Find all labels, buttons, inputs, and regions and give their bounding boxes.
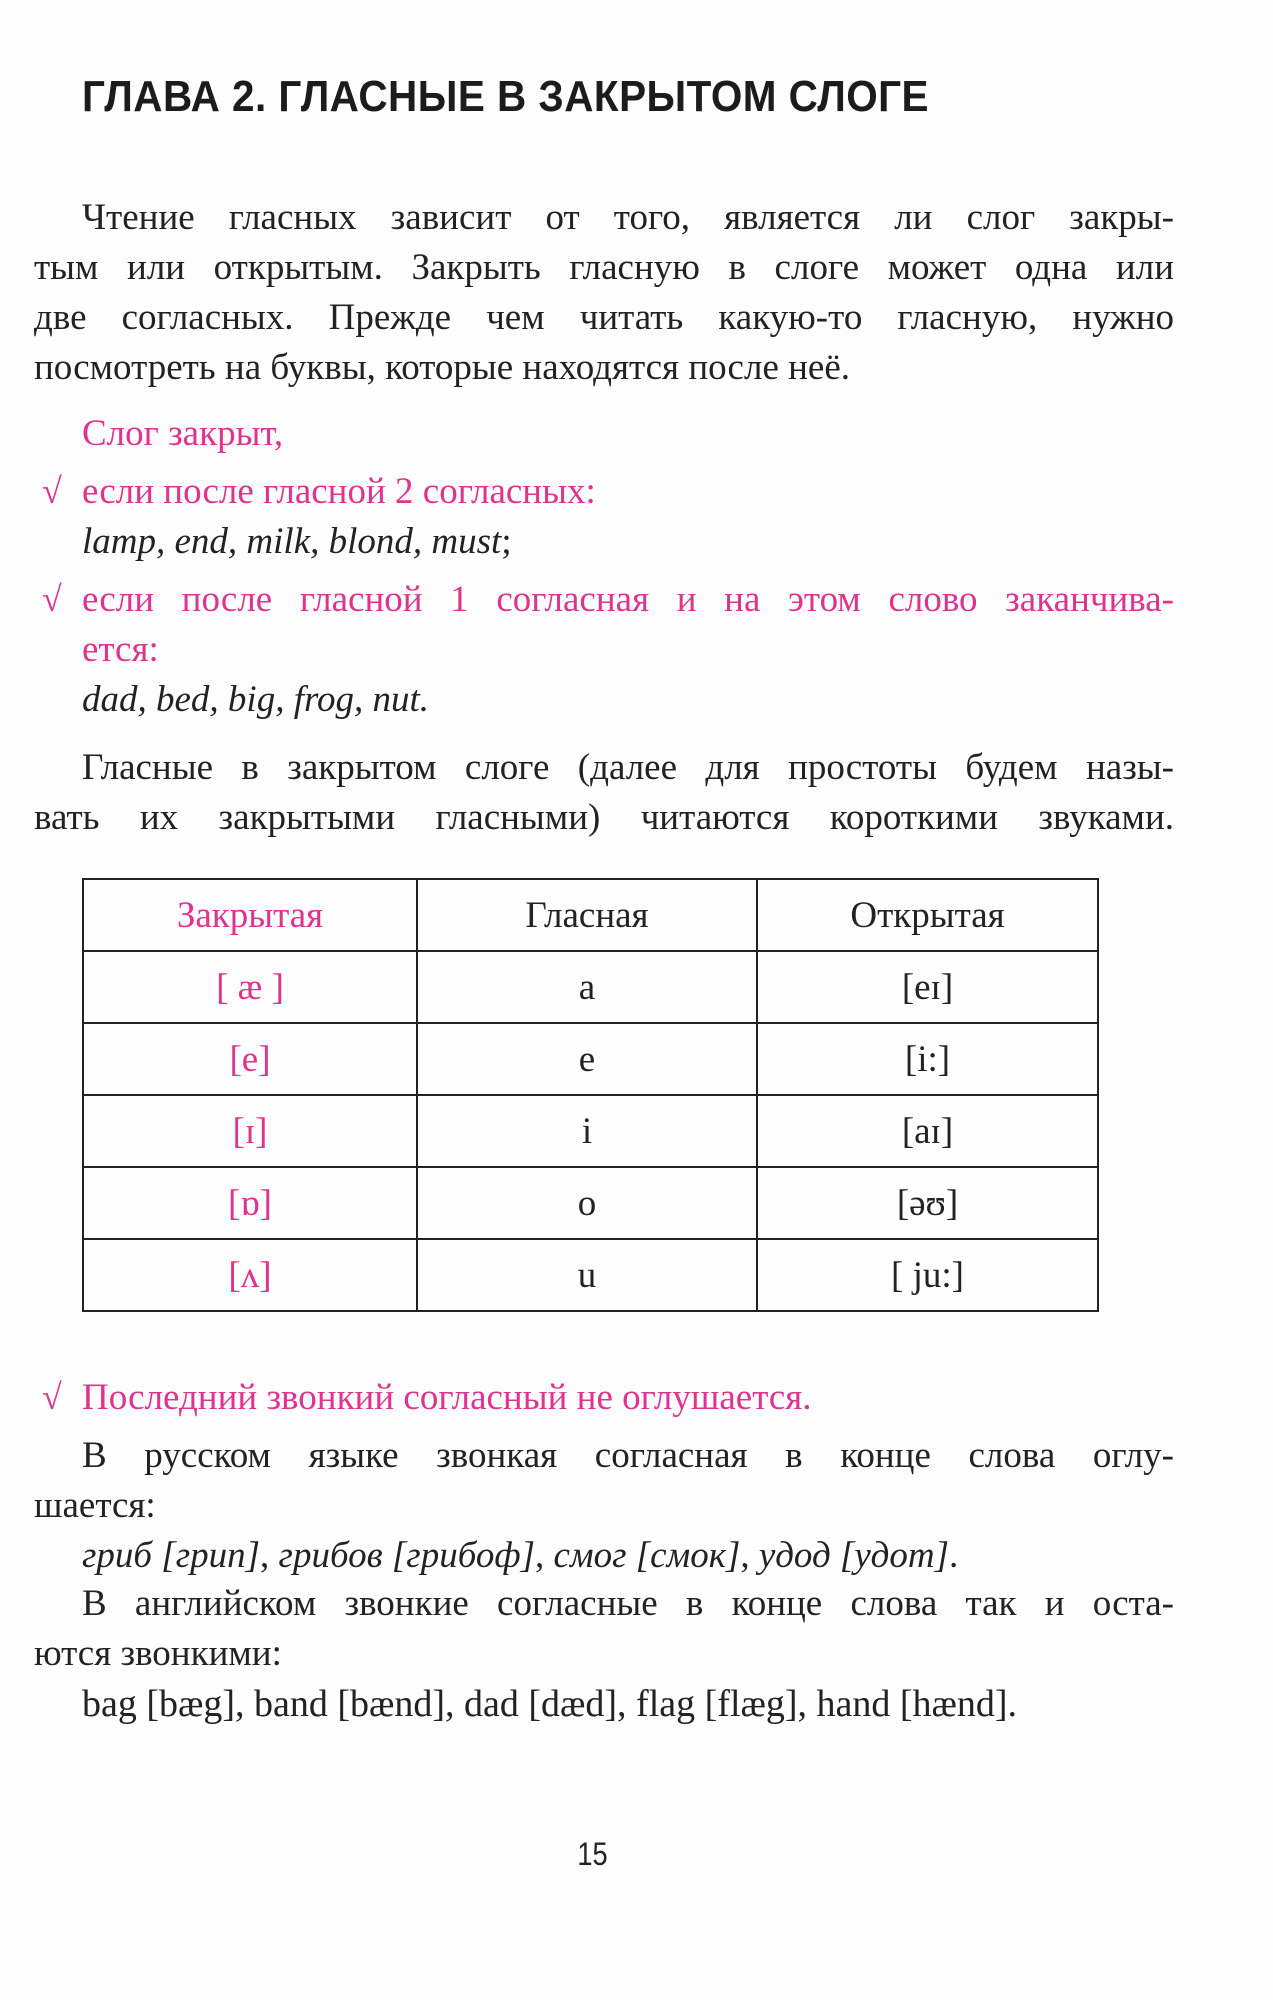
table-row bbox=[83, 1095, 1098, 1167]
ru-transcription-2: [грибоф] bbox=[391, 1535, 536, 1576]
russian-line-1: В русском языке звонкая согласная в конце слова оглу- bbox=[82, 1435, 1174, 1476]
intro-line-1: Чтение гласных зависит от того, является ли слог закры- bbox=[82, 197, 1174, 238]
open-sound: [aɪ] bbox=[757, 1095, 1098, 1167]
table-header-row bbox=[83, 879, 1098, 951]
check-mark-icon: √ bbox=[42, 579, 62, 619]
ru-example-3: смог bbox=[553, 1535, 627, 1576]
ru-transcription-1: [грип] bbox=[161, 1535, 261, 1576]
rule2-text-line2: ется: bbox=[82, 629, 159, 670]
ru-example-1: гриб bbox=[82, 1535, 153, 1576]
russian-examples: гриб [грип], грибов [грибоф], смог [смок], удод [удот]. bbox=[82, 1535, 959, 1576]
vowel-letter: a bbox=[417, 951, 757, 1023]
english-line-2: ются звонкими: bbox=[34, 1633, 282, 1674]
rule2-text-line1: если после гласной 1 согласная и на этом слово заканчива- bbox=[82, 579, 1174, 620]
header-closed: Закрытая bbox=[83, 879, 417, 951]
open-sound: [ ju:] bbox=[757, 1239, 1098, 1311]
intro-line-3: две согласных. Прежде чем читать какую-то гласную, нужно bbox=[34, 297, 1174, 338]
rule1-text: если после гласной 2 согласных: bbox=[82, 471, 596, 512]
rule2-examples: dad, bed, big, frog, nut. bbox=[82, 679, 430, 720]
chapter-title: ГЛАВА 2. ГЛАСНЫЕ В ЗАКРЫТОМ СЛОГЕ bbox=[82, 72, 930, 121]
rule1-examples-end: ; bbox=[501, 521, 512, 562]
vowel-letter: i bbox=[417, 1095, 757, 1167]
vowel-letter: o bbox=[417, 1167, 757, 1239]
russian-line-2: шается: bbox=[34, 1485, 156, 1526]
table-row bbox=[83, 951, 1098, 1023]
short-sounds-line-2: вать их закрытыми гласными) читаются короткими звуками. bbox=[34, 797, 1174, 838]
check-mark-icon: √ bbox=[42, 471, 62, 511]
closed-sound: [e] bbox=[83, 1023, 417, 1095]
ru-example-4: удод bbox=[758, 1535, 831, 1576]
short-sounds-line-1: Гласные в закрытом слоге (далее для простоты будем назы- bbox=[82, 747, 1174, 788]
header-vowel: Гласная bbox=[417, 879, 757, 951]
open-sound: [eɪ] bbox=[757, 951, 1098, 1023]
ru-transcription-4: [удот] bbox=[839, 1535, 949, 1576]
vowel-letter: u bbox=[417, 1239, 757, 1311]
table-row bbox=[83, 1167, 1098, 1239]
rule3-text: Последний звонкий согласный не оглушается. bbox=[82, 1377, 812, 1418]
closed-sound: [ɪ] bbox=[83, 1095, 417, 1167]
intro-line-4: посмотреть на буквы, которые находятся после неё. bbox=[34, 347, 851, 388]
open-sound: [i:] bbox=[757, 1023, 1098, 1095]
open-sound: [əʊ] bbox=[757, 1167, 1098, 1239]
vowel-letter: e bbox=[417, 1023, 757, 1095]
table-row bbox=[83, 1023, 1098, 1095]
english-line-1: В английском звонкие согласные в конце слова так и оста- bbox=[82, 1583, 1174, 1624]
intro-line-2: тым или открытым. Закрыть гласную в слоге может одна или bbox=[34, 247, 1174, 288]
closed-syllable-heading: Слог закрыт, bbox=[82, 413, 284, 454]
vowels-table bbox=[82, 878, 1099, 1312]
ru-transcription-3: [смок] bbox=[635, 1535, 741, 1576]
closed-sound: [ æ ] bbox=[83, 951, 417, 1023]
rule1-examples-line bbox=[82, 520, 512, 563]
ru-example-2: грибов bbox=[278, 1535, 383, 1576]
check-mark-icon: √ bbox=[42, 1377, 62, 1417]
closed-sound: [ʌ] bbox=[83, 1239, 417, 1311]
english-examples: bag [bæg], band [bænd], dad [dæd], flag [flæg], hand [hænd]. bbox=[82, 1683, 1018, 1725]
table-row bbox=[83, 1239, 1098, 1311]
closed-sound: [ɒ] bbox=[83, 1167, 417, 1239]
header-open: Открытая bbox=[757, 879, 1098, 951]
page-number: 15 bbox=[577, 1836, 608, 1872]
rule1-examples: lamp, end, milk, blond, must bbox=[82, 521, 502, 562]
